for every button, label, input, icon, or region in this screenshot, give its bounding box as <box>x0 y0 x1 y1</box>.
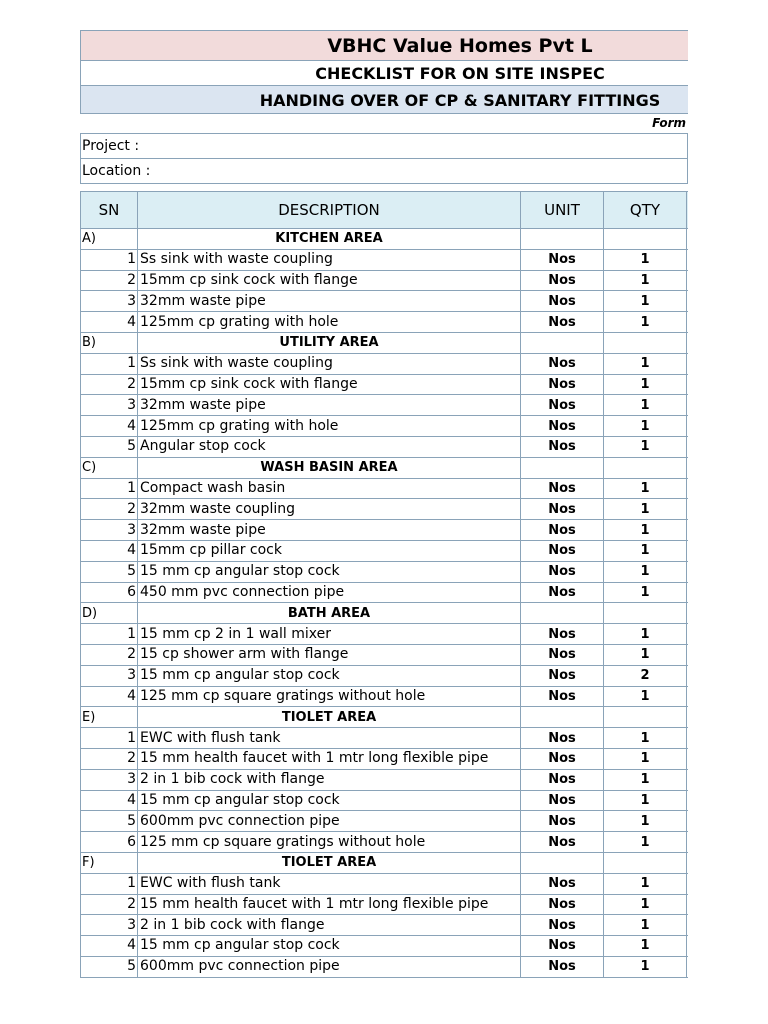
unit-cell[interactable]: Nos <box>521 416 604 437</box>
description-cell[interactable]: EWC with flush tank <box>138 728 521 749</box>
extra-cell[interactable] <box>687 561 689 582</box>
sn-cell[interactable]: 2 <box>81 748 138 769</box>
qty-cell[interactable]: 1 <box>604 644 687 665</box>
extra-cell[interactable] <box>687 520 689 541</box>
sn-cell[interactable]: 1 <box>81 249 138 270</box>
extra-cell[interactable] <box>687 457 689 478</box>
table-row <box>81 624 689 645</box>
description-cell[interactable]: 15mm cp sink cock with flange <box>138 270 521 291</box>
section-row <box>81 603 689 624</box>
description-cell[interactable]: 15 mm cp angular stop cock <box>138 561 521 582</box>
qty-cell[interactable]: 1 <box>604 540 687 561</box>
spreadsheet <box>80 30 688 980</box>
table-row <box>81 790 689 811</box>
description-cell[interactable]: 15mm cp pillar cock <box>138 540 521 561</box>
sn-cell[interactable]: 5 <box>81 561 138 582</box>
description-cell[interactable]: EWC with flush tank <box>138 873 521 894</box>
unit-cell[interactable]: Nos <box>521 769 604 790</box>
description-cell[interactable]: 2 in 1 bib cock with flange <box>138 769 521 790</box>
table-row <box>81 728 689 749</box>
unit-cell[interactable]: Nos <box>521 395 604 416</box>
unit-cell[interactable]: Nos <box>521 915 604 936</box>
unit-cell[interactable]: Nos <box>521 520 604 541</box>
table-row <box>81 374 689 395</box>
table-row <box>81 561 689 582</box>
unit-cell[interactable]: Nos <box>521 561 604 582</box>
table-row <box>81 748 689 769</box>
description-cell[interactable]: 450 mm pvc connection pipe <box>138 582 521 603</box>
table-row <box>81 915 689 936</box>
sn-cell[interactable]: 4 <box>81 686 138 707</box>
description-cell[interactable]: Angular stop cock <box>138 436 521 457</box>
sn-cell[interactable]: 1 <box>81 873 138 894</box>
description-cell[interactable]: Compact wash basin <box>138 478 521 499</box>
description-cell[interactable]: 15 mm health faucet with 1 mtr long flexible pipe <box>138 894 521 915</box>
qty-cell[interactable]: 1 <box>604 395 687 416</box>
qty-cell[interactable]: 1 <box>604 686 687 707</box>
table-row <box>81 291 689 312</box>
sn-cell[interactable]: 2 <box>81 270 138 291</box>
section-row <box>81 457 689 478</box>
table-row <box>81 873 689 894</box>
table-row <box>81 936 689 957</box>
unit-cell[interactable]: Nos <box>521 374 604 395</box>
table-row <box>81 894 689 915</box>
section-qty-cell[interactable] <box>604 852 687 873</box>
description-cell[interactable]: 15 cp shower arm with flange <box>138 644 521 665</box>
sn-cell[interactable]: 4 <box>81 540 138 561</box>
extra-cell[interactable] <box>687 956 689 977</box>
table-row <box>81 956 689 977</box>
table-row <box>81 478 689 499</box>
section-qty-cell[interactable] <box>604 603 687 624</box>
table-row <box>81 665 689 686</box>
section-unit-cell[interactable] <box>521 603 604 624</box>
description-cell[interactable]: 125mm cp grating with hole <box>138 312 521 333</box>
unit-cell[interactable]: Nos <box>521 748 604 769</box>
extra-cell[interactable] <box>687 249 689 270</box>
section-title[interactable]: WASH BASIN AREA <box>138 457 521 478</box>
section-unit-cell[interactable] <box>521 229 604 250</box>
sn-cell[interactable]: 3 <box>81 915 138 936</box>
table-row <box>81 811 689 832</box>
section-letter[interactable]: C) <box>81 457 138 478</box>
description-cell[interactable]: 15 mm health faucet with 1 mtr long flexible pipe <box>138 748 521 769</box>
description-cell[interactable]: 125 mm cp square gratings without hole <box>138 832 521 853</box>
section-qty-cell[interactable] <box>604 457 687 478</box>
section-letter[interactable]: E) <box>81 707 138 728</box>
sn-cell[interactable]: 2 <box>81 374 138 395</box>
unit-cell[interactable]: Nos <box>521 436 604 457</box>
subject-title: HANDING OVER OF CP & SANITARY FITTINGS <box>80 85 688 114</box>
table-row <box>81 540 689 561</box>
unit-cell[interactable]: Nos <box>521 478 604 499</box>
sn-cell[interactable]: 5 <box>81 956 138 977</box>
extra-cell[interactable] <box>687 270 689 291</box>
qty-cell[interactable]: 1 <box>604 956 687 977</box>
extra-cell[interactable] <box>687 332 689 353</box>
sn-cell[interactable]: 3 <box>81 291 138 312</box>
unit-cell[interactable]: Nos <box>521 270 604 291</box>
project-field[interactable] <box>80 133 688 159</box>
sn-cell[interactable]: 5 <box>81 436 138 457</box>
qty-cell[interactable]: 1 <box>604 873 687 894</box>
table-row <box>81 436 689 457</box>
extra-cell[interactable] <box>687 374 689 395</box>
column-header-extra <box>687 192 689 229</box>
qty-cell[interactable]: 1 <box>604 520 687 541</box>
extra-cell[interactable] <box>687 748 689 769</box>
unit-cell[interactable]: Nos <box>521 644 604 665</box>
description-cell[interactable]: 125mm cp grating with hole <box>138 416 521 437</box>
qty-cell[interactable]: 1 <box>604 769 687 790</box>
qty-cell[interactable]: 1 <box>604 832 687 853</box>
column-header-sn: SN <box>81 192 138 229</box>
section-row <box>81 852 689 873</box>
extra-cell[interactable] <box>687 686 689 707</box>
table-body <box>81 229 689 978</box>
section-unit-cell[interactable] <box>521 852 604 873</box>
section-title[interactable]: TIOLET AREA <box>138 852 521 873</box>
qty-cell[interactable]: 1 <box>604 894 687 915</box>
extra-cell[interactable] <box>687 832 689 853</box>
qty-cell[interactable]: 1 <box>604 353 687 374</box>
qty-cell[interactable]: 1 <box>604 312 687 333</box>
unit-cell[interactable]: Nos <box>521 956 604 977</box>
extra-cell[interactable] <box>687 540 689 561</box>
qty-cell[interactable]: 1 <box>604 624 687 645</box>
section-qty-cell[interactable] <box>604 332 687 353</box>
extra-cell[interactable] <box>687 915 689 936</box>
unit-cell[interactable]: Nos <box>521 686 604 707</box>
unit-cell[interactable]: Nos <box>521 249 604 270</box>
form-label: Form <box>652 116 686 130</box>
table-row <box>81 312 689 333</box>
extra-cell[interactable] <box>687 665 689 686</box>
extra-cell[interactable] <box>687 312 689 333</box>
table-row <box>81 270 689 291</box>
table-row <box>81 644 689 665</box>
extra-cell[interactable] <box>687 291 689 312</box>
sn-cell[interactable]: 3 <box>81 665 138 686</box>
extra-cell[interactable] <box>687 624 689 645</box>
section-title[interactable]: UTILITY AREA <box>138 332 521 353</box>
section-row <box>81 229 689 250</box>
description-cell[interactable]: 600mm pvc connection pipe <box>138 811 521 832</box>
section-unit-cell[interactable] <box>521 707 604 728</box>
qty-cell[interactable]: 1 <box>604 436 687 457</box>
table-row <box>81 249 689 270</box>
unit-cell[interactable]: Nos <box>521 353 604 374</box>
section-qty-cell[interactable] <box>604 707 687 728</box>
unit-cell[interactable]: Nos <box>521 832 604 853</box>
table-row <box>81 832 689 853</box>
sn-cell[interactable]: 5 <box>81 811 138 832</box>
column-header-description: DESCRIPTION <box>138 192 521 229</box>
sn-cell[interactable]: 2 <box>81 894 138 915</box>
location-field[interactable] <box>80 158 688 184</box>
qty-cell[interactable]: 1 <box>604 270 687 291</box>
section-letter[interactable]: F) <box>81 852 138 873</box>
qty-cell[interactable]: 1 <box>604 748 687 769</box>
extra-cell[interactable] <box>687 811 689 832</box>
extra-cell[interactable] <box>687 499 689 520</box>
unit-cell[interactable]: Nos <box>521 540 604 561</box>
table-row <box>81 520 689 541</box>
unit-cell[interactable]: Nos <box>521 728 604 749</box>
extra-cell[interactable] <box>687 852 689 873</box>
sn-cell[interactable]: 4 <box>81 312 138 333</box>
unit-cell[interactable]: Nos <box>521 665 604 686</box>
unit-cell[interactable]: Nos <box>521 936 604 957</box>
description-cell[interactable]: 125 mm cp square gratings without hole <box>138 686 521 707</box>
qty-cell[interactable]: 1 <box>604 936 687 957</box>
extra-cell[interactable] <box>687 582 689 603</box>
extra-cell[interactable] <box>687 416 689 437</box>
sn-cell[interactable]: 1 <box>81 728 138 749</box>
description-cell[interactable]: 15 mm cp 2 in 1 wall mixer <box>138 624 521 645</box>
sn-cell[interactable]: 4 <box>81 790 138 811</box>
checklist-table <box>80 191 688 978</box>
description-cell[interactable]: 32mm waste pipe <box>138 395 521 416</box>
project-label: Project : <box>82 138 140 154</box>
qty-cell[interactable]: 1 <box>604 249 687 270</box>
section-title[interactable]: BATH AREA <box>138 603 521 624</box>
description-cell[interactable]: 15 mm cp angular stop cock <box>138 790 521 811</box>
sn-cell[interactable]: 6 <box>81 832 138 853</box>
table-row <box>81 686 689 707</box>
qty-cell[interactable]: 1 <box>604 728 687 749</box>
extra-cell[interactable] <box>687 395 689 416</box>
description-cell[interactable]: 32mm waste coupling <box>138 499 521 520</box>
extra-cell[interactable] <box>687 769 689 790</box>
table-header-row <box>81 192 689 229</box>
extra-cell[interactable] <box>687 478 689 499</box>
qty-cell[interactable]: 1 <box>604 374 687 395</box>
sn-cell[interactable]: 4 <box>81 936 138 957</box>
column-header-qty: QTY <box>604 192 687 229</box>
section-row <box>81 707 689 728</box>
section-title[interactable]: KITCHEN AREA <box>138 229 521 250</box>
description-cell[interactable]: 32mm waste pipe <box>138 520 521 541</box>
qty-cell[interactable]: 1 <box>604 416 687 437</box>
description-cell[interactable]: 15mm cp sink cock with flange <box>138 374 521 395</box>
sn-cell[interactable]: 1 <box>81 624 138 645</box>
table-row <box>81 769 689 790</box>
section-title[interactable]: TIOLET AREA <box>138 707 521 728</box>
qty-cell[interactable]: 1 <box>604 561 687 582</box>
unit-cell[interactable]: Nos <box>521 790 604 811</box>
section-qty-cell[interactable] <box>604 229 687 250</box>
sn-cell[interactable]: 1 <box>81 353 138 374</box>
description-cell[interactable]: 15 mm cp angular stop cock <box>138 936 521 957</box>
description-cell[interactable]: 2 in 1 bib cock with flange <box>138 915 521 936</box>
section-letter[interactable]: A) <box>81 229 138 250</box>
extra-cell[interactable] <box>687 936 689 957</box>
extra-cell[interactable] <box>687 436 689 457</box>
extra-cell[interactable] <box>687 353 689 374</box>
sn-cell[interactable]: 2 <box>81 499 138 520</box>
sn-cell[interactable]: 4 <box>81 416 138 437</box>
unit-cell[interactable]: Nos <box>521 291 604 312</box>
section-row <box>81 332 689 353</box>
extra-cell[interactable] <box>687 790 689 811</box>
unit-cell[interactable]: Nos <box>521 811 604 832</box>
extra-cell[interactable] <box>687 707 689 728</box>
extra-cell[interactable] <box>687 894 689 915</box>
location-label: Location : <box>82 163 151 179</box>
sn-cell[interactable]: 3 <box>81 769 138 790</box>
unit-cell[interactable]: Nos <box>521 312 604 333</box>
description-cell[interactable]: 32mm waste pipe <box>138 291 521 312</box>
qty-cell[interactable]: 1 <box>604 478 687 499</box>
section-unit-cell[interactable] <box>521 457 604 478</box>
sn-cell[interactable]: 3 <box>81 520 138 541</box>
unit-cell[interactable]: Nos <box>521 499 604 520</box>
section-letter[interactable]: D) <box>81 603 138 624</box>
column-header-unit: UNIT <box>521 192 604 229</box>
table-row <box>81 416 689 437</box>
description-cell[interactable]: Ss sink with waste coupling <box>138 249 521 270</box>
checklist-title: CHECKLIST FOR ON SITE INSPEC <box>80 60 688 85</box>
table-row <box>81 499 689 520</box>
qty-cell[interactable]: 1 <box>604 499 687 520</box>
table-row <box>81 582 689 603</box>
description-cell[interactable]: Ss sink with waste coupling <box>138 353 521 374</box>
sn-cell[interactable]: 3 <box>81 395 138 416</box>
section-letter[interactable]: B) <box>81 332 138 353</box>
unit-cell[interactable]: Nos <box>521 894 604 915</box>
qty-cell[interactable]: 1 <box>604 291 687 312</box>
unit-cell[interactable]: Nos <box>521 582 604 603</box>
qty-cell[interactable]: 1 <box>604 790 687 811</box>
extra-cell[interactable] <box>687 644 689 665</box>
unit-cell[interactable]: Nos <box>521 624 604 645</box>
extra-cell[interactable] <box>687 603 689 624</box>
description-cell[interactable]: 600mm pvc connection pipe <box>138 956 521 977</box>
sn-cell[interactable]: 6 <box>81 582 138 603</box>
qty-cell[interactable]: 1 <box>604 915 687 936</box>
extra-cell[interactable] <box>687 728 689 749</box>
extra-cell[interactable] <box>687 229 689 250</box>
table-row <box>81 353 689 374</box>
extra-cell[interactable] <box>687 873 689 894</box>
qty-cell[interactable]: 2 <box>604 665 687 686</box>
description-cell[interactable]: 15 mm cp angular stop cock <box>138 665 521 686</box>
sn-cell[interactable]: 2 <box>81 644 138 665</box>
sn-cell[interactable]: 1 <box>81 478 138 499</box>
qty-cell[interactable]: 1 <box>604 811 687 832</box>
unit-cell[interactable]: Nos <box>521 873 604 894</box>
form-label-row <box>80 114 688 133</box>
table-row <box>81 395 689 416</box>
section-unit-cell[interactable] <box>521 332 604 353</box>
qty-cell[interactable]: 1 <box>604 582 687 603</box>
company-title: VBHC Value Homes Pvt L <box>80 30 688 60</box>
